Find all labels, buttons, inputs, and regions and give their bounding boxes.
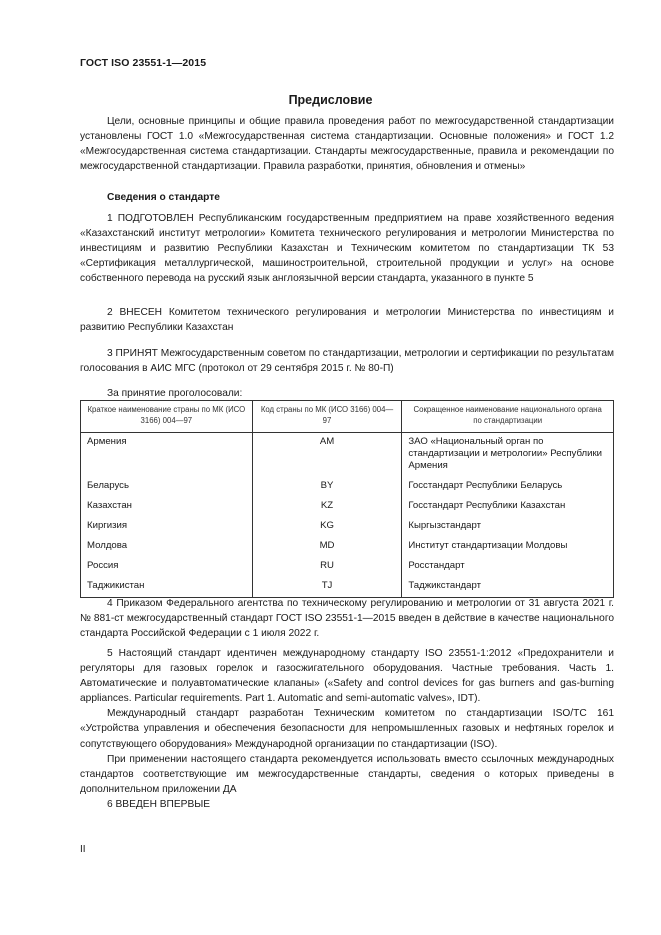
cell-code: RU xyxy=(252,557,402,577)
voting-table xyxy=(80,400,614,598)
table-row xyxy=(81,537,614,557)
item-1-paragraph: 1 ПОДГОТОВЛЕН Республиканским государственным предприятием на праве хозяйственного ведения «Казахстанский институт метрологии» Комитета технического регулирования и метрологии Министерства по инвестициям и развитию Республики Казахстан и Техническим комитетом по стандартизации ТК 53 «Сертификация металлургической, машиностроительной, строительной продукции и услуг» на основе собственного перевода на русский язык англоязычной версии стандарта, указанного в пункте 5 xyxy=(80,213,614,285)
vote-label: За принятие проголосовали: xyxy=(107,388,243,399)
cell-country: Молдова xyxy=(81,537,253,557)
cell-body: Таджикстандарт xyxy=(402,577,614,598)
cell-body: Институт стандартизации Молдовы xyxy=(402,537,614,557)
cell-code: AM xyxy=(252,433,402,478)
cell-country: Казахстан xyxy=(81,497,253,517)
item4-block xyxy=(80,596,614,641)
table-row xyxy=(81,557,614,577)
table-header-row xyxy=(81,401,614,433)
intro-paragraph: Цели, основные принципы и общие правила проведения работ по межгосударственной стандартизации установлены ГОСТ 1.0 «Межгосударственная система стандартизации. Основные положения» и ГОСТ 1.2 «Межгосударственная система стандартизации. Стандарты межгосударственные, правила и рекомендации по межгосударственной стандартизации. Правила разработки, принятия, обновления и отмены» xyxy=(80,116,614,173)
cell-country: Таджикистан xyxy=(81,577,253,598)
item3-block xyxy=(80,346,614,376)
cell-country: Киргизия xyxy=(81,517,253,537)
document-code: ГОСТ ISO 23551-1—2015 xyxy=(80,57,207,69)
item-5-paragraph-1: 5 Настоящий стандарт идентичен международному стандарту ISO 23551-1:2012 «Предохранители и регуляторы для газовых горелок и газосжигательного оборудования. Частные требования. Часть 1. Автоматические и полуавтоматические клапаны» («Safety and control devices for gas burners and gas-burning appliances. Particular requirements. Part 1. Automatic and semi-automatic valves», IDT). xyxy=(80,648,614,705)
item2-block xyxy=(80,305,614,335)
cell-body: ЗАО «Национальный орган по стандартизации и метрологии» Республики Армения xyxy=(402,433,614,478)
cell-country: Армения xyxy=(81,433,253,478)
item-2-paragraph: 2 ВНЕСЕН Комитетом технического регулирования и метрологии Министерства по инвестициям и развитию Республики Казахстан xyxy=(80,307,614,334)
item-4-paragraph: 4 Приказом Федерального агентства по техническому регулированию и метрологии от 31 августа 2021 г. № 881-ст межгосударственный стандарт ГОСТ ISO 23551-1—2015 введен в действие в качестве национального стандарта Российской Федерации с 1 июля 2022 г. xyxy=(80,598,614,640)
item-5-paragraph-2: Международный стандарт разработан Техническим комитетом по стандартизации ISO/TC 161 «Устройства управления и обеспечения безопасности для непромышленных газовых и нефтяных горелок и сопутствующего оборудования» Международной организации по стандартизации (ISO). xyxy=(80,708,614,750)
header-body: Сокращенное наименование национального органа по стандартизации xyxy=(402,401,614,433)
voting-table-container xyxy=(80,400,614,598)
item-6-paragraph: 6 ВВЕДЕН ВПЕРВЫЕ xyxy=(107,799,211,810)
vote-block xyxy=(80,386,614,401)
cell-country: Россия xyxy=(81,557,253,577)
cell-code: KZ xyxy=(252,497,402,517)
page-number: II xyxy=(80,844,86,855)
intro-block xyxy=(80,114,614,174)
cell-body: Госстандарт Республики Беларусь xyxy=(402,477,614,497)
cell-code: KG xyxy=(252,517,402,537)
cell-code: BY xyxy=(252,477,402,497)
cell-body: Росстандарт xyxy=(402,557,614,577)
header-code: Код страны по МК (ИСО 3166) 004—97 xyxy=(252,401,402,433)
item6-block xyxy=(80,797,614,812)
item-5-paragraph-3: При применении настоящего стандарта рекомендуется использовать вместо ссылочных международных стандартов соответствующие им межгосударственные стандарты, сведения о которых приведены в дополнительном приложении ДА xyxy=(80,753,614,795)
table-row xyxy=(81,517,614,537)
section-heading: Сведения о стандарте xyxy=(107,192,220,203)
item5-block xyxy=(80,646,614,797)
cell-code: MD xyxy=(252,537,402,557)
table-row xyxy=(81,477,614,497)
item1-block xyxy=(80,211,614,286)
page-title: Предисловие xyxy=(288,93,373,107)
cell-body: Кыргызстандарт xyxy=(402,517,614,537)
table-row xyxy=(81,497,614,517)
cell-country: Беларусь xyxy=(81,477,253,497)
item-3-paragraph: 3 ПРИНЯТ Межгосударственным советом по стандартизации, метрологии и сертификации по результатам голосования в АИС МГС (протокол от 29 сентября 2015 г. № 80-П) xyxy=(80,348,614,375)
header-country: Краткое наименование страны по МК (ИСО 3166) 004—97 xyxy=(81,401,253,433)
cell-body: Госстандарт Республики Казахстан xyxy=(402,497,614,517)
table-row xyxy=(81,577,614,598)
table-row xyxy=(81,433,614,478)
cell-code: TJ xyxy=(252,577,402,598)
